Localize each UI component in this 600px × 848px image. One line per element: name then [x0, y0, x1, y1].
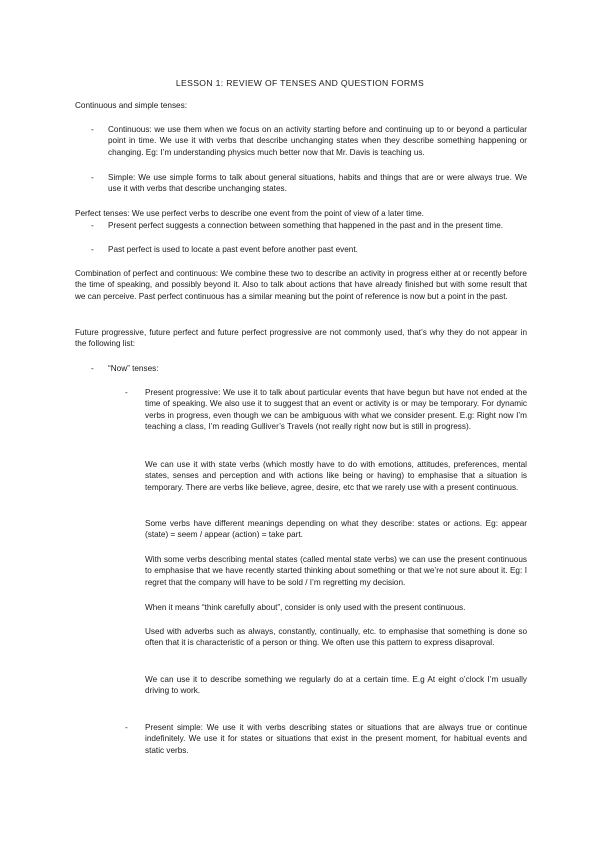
- present-progressive-intro: Present progressive: We use it to talk about particular events that have begun but have not ended at the time of speaking. We also use it to suggest that an event or activity is or may be temporary. For dynamic verbs in progress, even though we can be ambiguous with what we consider present. E.g: Right now I’m teaching a class, I’m reading Gulliver’s Travels (not really right now but is still in progress).: [145, 388, 527, 431]
- future-paragraph: Future progressive, future perfect and future perfect progressive are not commonly used, that’s why they do not appear in the following list:: [75, 328, 527, 349]
- bullet-dash: -: [91, 125, 94, 134]
- bullet-dash: -: [91, 221, 94, 230]
- bullet-dash: -: [91, 245, 94, 254]
- present-progressive-paragraph: Used with adverbs such as always, constantly, continually, etc. to emphasise that something is done so often that it is characteristic of a person or thing. We often use this pattern to express disaproval.: [145, 627, 527, 648]
- present-simple-bullet: Present simple: We use it with verbs describing states or situations that are always true or continue indefinitely. We use it for states or situations that exist in the present moment, for habitual events and static verbs.: [145, 723, 527, 755]
- combination-paragraph: Combination of perfect and continuous: We combine these two to describe an activity in progress either at or recently before the time of speaking, and possibly beyond it. Also to talk about actions that have already finished but with some result that we can perceive. Past perfect continuous has a similar meaning but the point of reference is now but a point in the past.: [75, 269, 527, 301]
- continuous-bullet: Continuous: we use them when we focus on an activity starting before and continuing up to or beyond a particular point in time. We use it with verbs that describe unchanging states when they describe something happening or changing. Eg: I’m understanding physics much better now that Mr. Davis is teaching us.: [108, 125, 527, 157]
- present-progressive-paragraph: We can use it with state verbs (which mostly have to do with emotions, attitudes, preferences, mental states, senses and perception and with actions like being or having) to emphasise that a situation is temporary. There are verbs like believe, agree, desire, etc that we rarely use with a present continuous.: [145, 460, 527, 492]
- now-tenses-label: “Now” tenses:: [108, 364, 159, 373]
- bullet-dash: -: [125, 388, 128, 397]
- present-progressive-paragraph: We can use it to describe something we regularly do at a certain time. E.g At eight o’clock I’m usually driving to work.: [145, 675, 527, 696]
- present-progressive-paragraph: Some verbs have different meanings depending on what they describe: states or actions. Eg: appear (state) = seem / appear (action) = take part.: [145, 519, 527, 540]
- bullet-dash: -: [91, 364, 94, 373]
- bullet-dash: -: [125, 723, 128, 732]
- simple-bullet: Simple: We use simple forms to talk about general situations, habits and things that are or were always true. We use it with verbs that describe unchanging states.: [108, 173, 527, 194]
- present-progressive-paragraph: With some verbs describing mental states (called mental state verbs) we can use the present continuous to emphasise that we have recently started thinking about something or that we’re not sure about it. Eg: I regret that the company will have to be sold / I’m regretting my decision.: [145, 555, 527, 587]
- bullet-dash: -: [91, 173, 94, 182]
- present-perfect-bullet: Present perfect suggests a connection between something that happened in the past and in the present time.: [108, 221, 504, 230]
- present-progressive-paragraph: When it means “think carefully about”, consider is only used with the present continuous.: [145, 603, 466, 612]
- continuous-heading: Continuous and simple tenses:: [75, 101, 187, 110]
- past-perfect-bullet: Past perfect is used to locate a past event before another past event.: [108, 245, 358, 254]
- lesson-title: LESSON 1: REVIEW OF TENSES AND QUESTION FORMS: [175, 78, 425, 88]
- perfect-heading: Perfect tenses: We use perfect verbs to describe one event from the point of view of a later time.: [75, 209, 424, 218]
